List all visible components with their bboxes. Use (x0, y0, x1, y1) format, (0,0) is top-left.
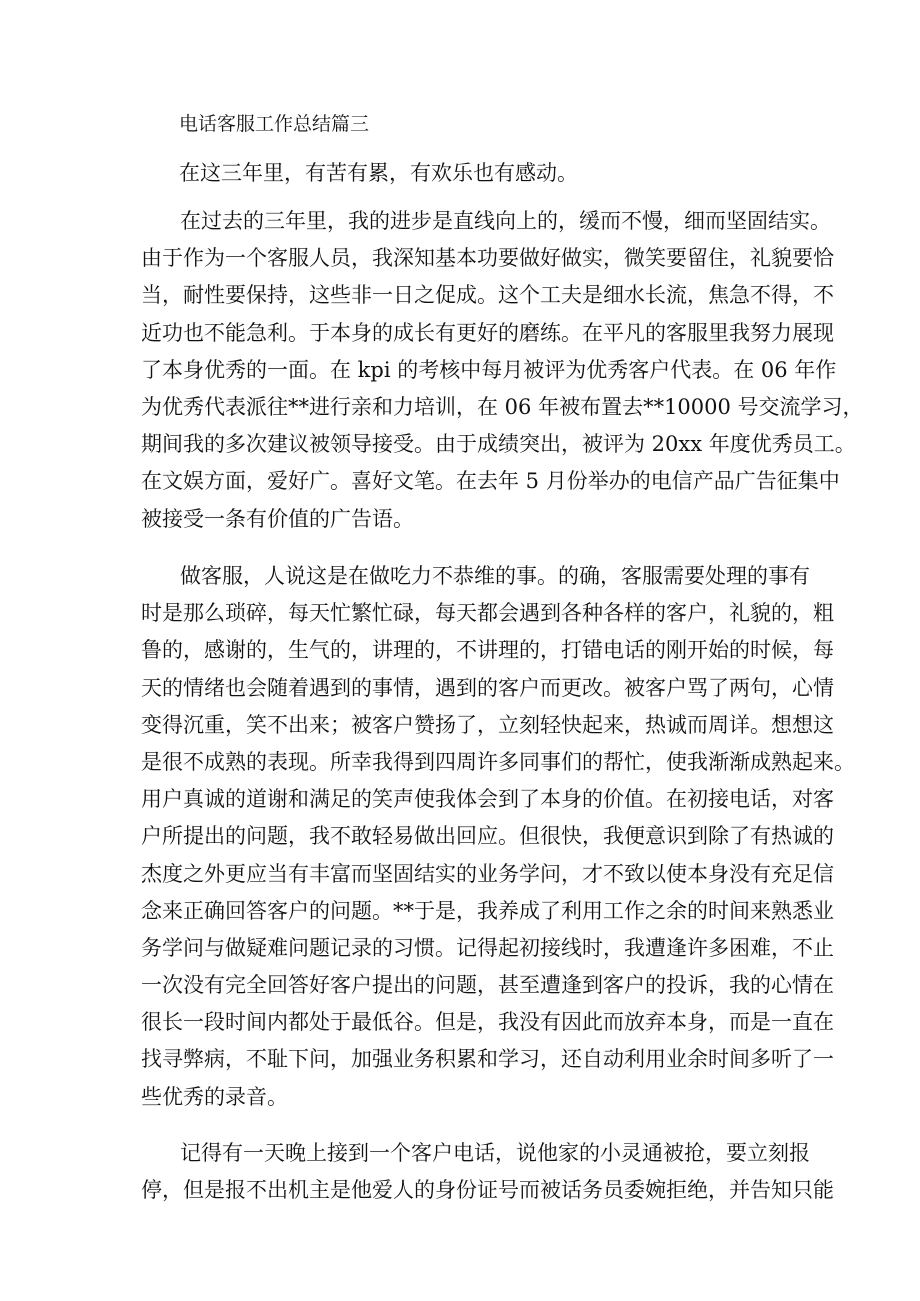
text-line: 变得沉重，笑不出来；被客户赞扬了，立刻轻快起来，热诚而周详。想想这 (141, 712, 834, 737)
text-line: 户所提出的问题，我不敢轻易做出回应。但很快，我便意识到除了有热诚的 (141, 824, 834, 849)
text-line: 当，耐性要保持，这些非一日之促成。这个工夫是细水长流，焦急不得，不 (141, 283, 834, 308)
text-line: 被接受一条有价值的广告语。 (141, 506, 414, 531)
intro-paragraph: 在这三年里，有苦有累，有欢乐也有感动。 (179, 161, 578, 185)
text-line: 做客服，人说这是在做吃力不恭维的事。的确，客服需要处理的事有 (180, 564, 810, 588)
text-line: 杰度之外更应当有丰富而坚固结实的业务学问，才不致以使本身没有充足信 (141, 861, 834, 886)
text-line: 是很不成熟的表现。所幸我得到四周许多同事们的帮忙，使我渐渐成熟起来。 (141, 749, 855, 774)
text-line: 用户真诚的道谢和满足的笑声使我体会到了本身的价值。在初接电话，对客 (141, 787, 834, 812)
document-title: 电话客服工作总结篇三 (179, 113, 370, 135)
text-line: 在过去的三年里，我的进步是直线向上的，缓而不慢，细而坚固结实。 (180, 209, 831, 233)
text-line: 鲁的，感谢的，生气的，讲理的，不讲理的，打错电话的刚开始的时候，每 (141, 638, 834, 663)
paragraph-customer-service (141, 558, 855, 1116)
text-line: 停，但是报不出机主是他爱人的身份证号而被话务员委婉拒绝，并告知只能 (141, 1178, 834, 1203)
text-line: 时是那么琐碎，每天忙繁忙碌，每天都会遇到各种各样的客户，礼貌的，粗 (141, 601, 834, 626)
text-line: 找寻弊病，不耻下问，加强业务积累和学习，还自动利用业余时间多听了一 (141, 1047, 834, 1072)
text-line: 一次没有完全回答好客户提出的问题，甚至遭逢到客户的投诉，我的心情在 (141, 973, 834, 998)
text-line: 念来正确回答客户的问题。**于是，我养成了利用工作之余的时间来熟悉业 (141, 898, 834, 923)
text-line: 些优秀的录音。 (141, 1084, 288, 1109)
text-line: 期间我的多次建议被领导接受。由于成绩突出，被评为 20xx 年度优秀员工。 (141, 432, 856, 457)
text-line: 记得有一天晚上接到一个客户电话，说他家的小灵通被抢，要立刻报 (180, 1141, 810, 1165)
text-line: 务学问与做疑难问题记录的习惯。记得起初接线时，我遭逢许多困难，不止 (141, 935, 834, 960)
text-line: 很长一段时间内都处于最低谷。但是，我没有因此而放弃本身，而是一直在 (141, 1010, 834, 1035)
text-line: 了本身优秀的一面。在 kpi 的考核中每月被评为优秀客户代表。在 06 年作 (141, 357, 837, 382)
paragraph-night-call (141, 1135, 834, 1209)
text-line: 由于作为一个客服人员，我深知基本功要做好做实，微笑要留住，礼貌要恰 (141, 246, 834, 271)
text-line: 为优秀代表派往**进行亲和力培训，在 06 年被布置去**10000 号交流学习， (141, 394, 864, 419)
paragraph-achievements (141, 203, 864, 538)
text-line: 在文娱方面，爱好广。喜好文笔。在去年 5 月份举办的电信产品广告征集中 (141, 469, 840, 494)
text-line: 天的情绪也会随着遇到的事情，遇到的客户而更改。被客户骂了两句，心情 (141, 675, 834, 700)
text-line: 近功也不能急利。于本身的成长有更好的磨练。在平凡的客服里我努力展现 (141, 320, 834, 345)
